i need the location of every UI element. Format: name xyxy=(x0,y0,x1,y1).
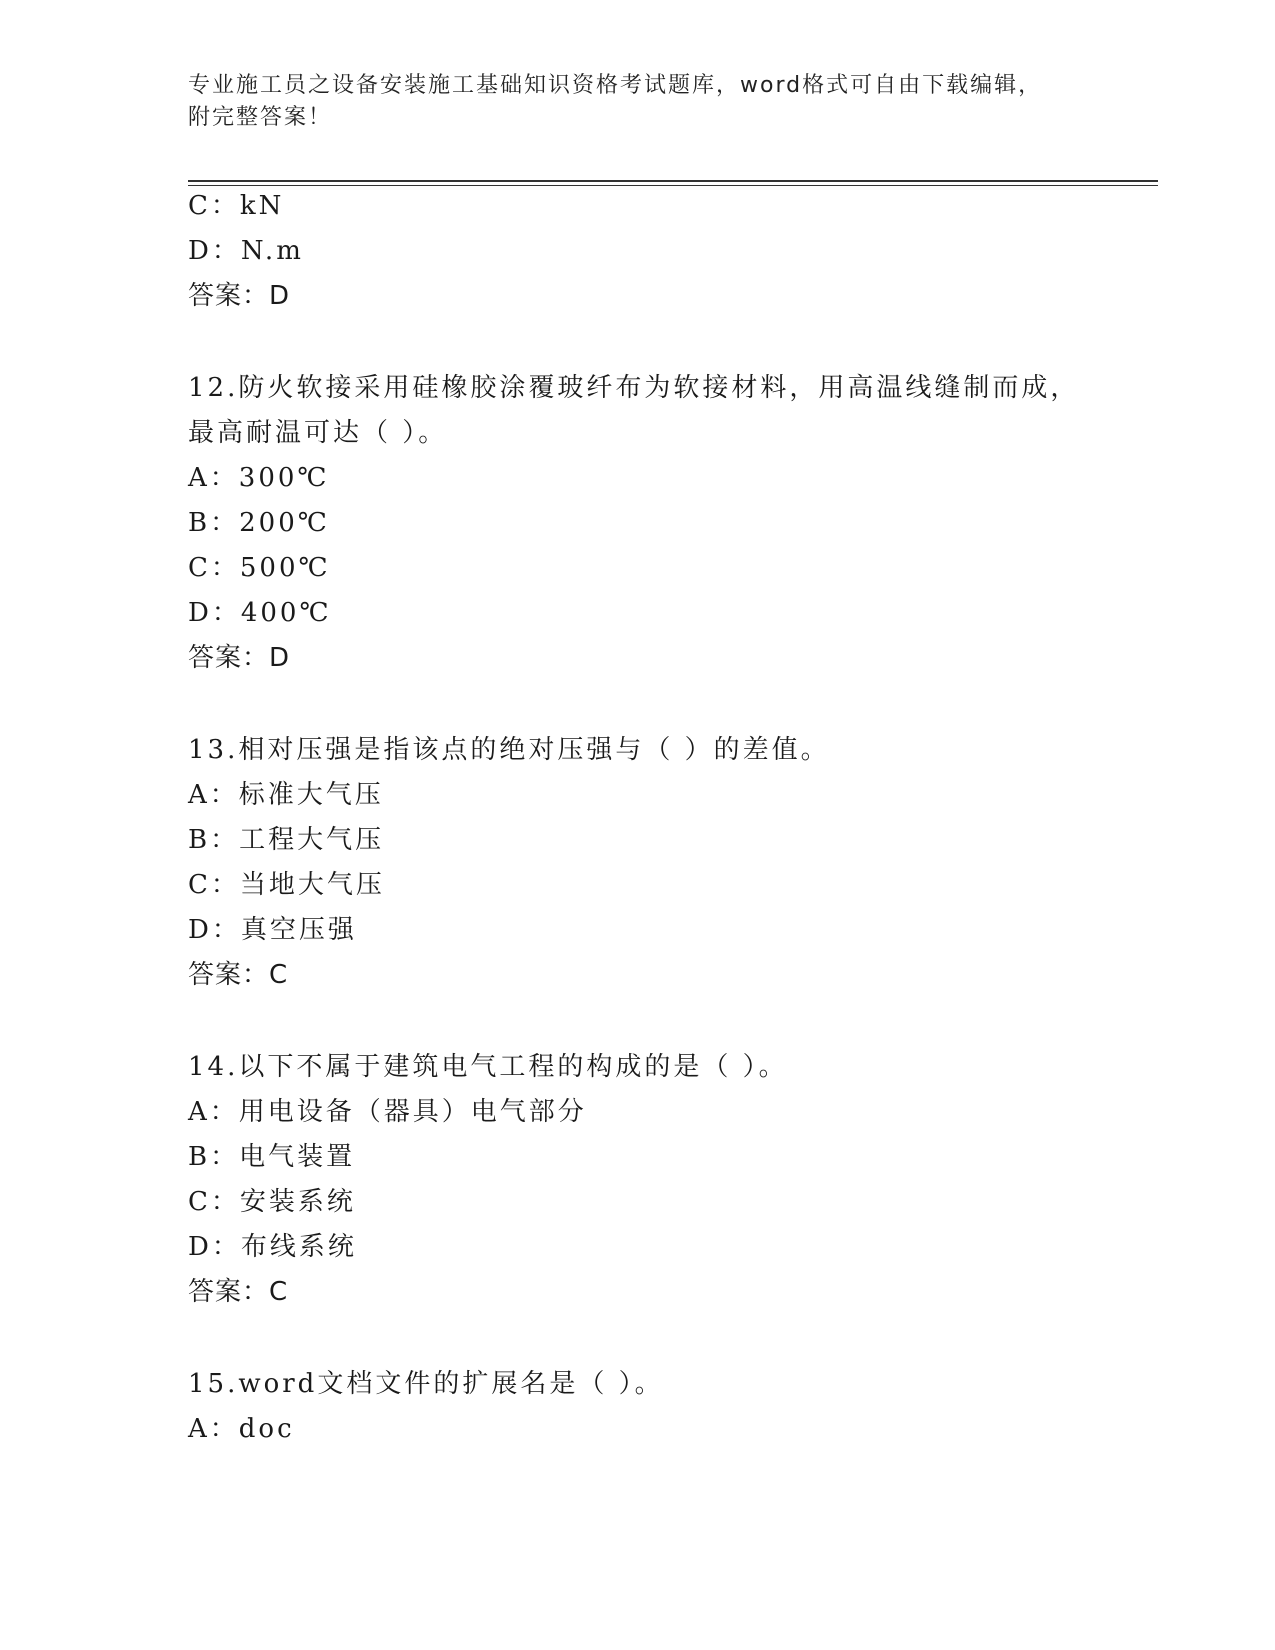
q14-option-b: B：电气装置 xyxy=(188,1142,356,1172)
header-divider-thin xyxy=(188,185,1158,186)
q15-stem-line-1: 15.word文档文件的扩展名是（ ）。 xyxy=(188,1369,664,1399)
q12-option-c: C：500℃ xyxy=(188,553,331,583)
prev-answer: 答案：D xyxy=(188,281,291,311)
q14-option-c: C：安装系统 xyxy=(188,1187,356,1217)
header-divider-thick xyxy=(188,180,1158,182)
prev-option-d: D：N.m xyxy=(188,236,304,266)
q12-stem-line-1: 12.防火软接采用硅橡胶涂覆玻纤布为软接材料，用高温线缝制而成， xyxy=(188,373,1080,403)
q12-stem-line-2: 最高耐温可达（ ）。 xyxy=(188,418,448,448)
q13-option-a: A：标准大气压 xyxy=(188,780,384,810)
q12-option-a: A：300℃ xyxy=(188,463,330,493)
q13-option-c: C：当地大气压 xyxy=(188,870,385,900)
q14-option-d: D：布线系统 xyxy=(188,1232,357,1262)
q14-option-a: A：用电设备（器具）电气部分 xyxy=(188,1097,587,1127)
q14-answer: 答案：C xyxy=(188,1277,289,1307)
q15-option-a: A：doc xyxy=(188,1414,295,1444)
header-line-1: 专业施工员之设备安装施工基础知识资格考试题库，word格式可自由下载编辑， xyxy=(188,73,1043,98)
q14-stem-line-1: 14.以下不属于建筑电气工程的构成的是（ ）。 xyxy=(188,1052,788,1082)
document-header xyxy=(188,70,1088,134)
q12-option-b: B：200℃ xyxy=(188,508,330,538)
prev-option-c: C：kN xyxy=(188,191,285,221)
q13-option-d: D：真空压强 xyxy=(188,915,357,945)
q13-stem-line-1: 13.相对压强是指该点的绝对压强与（ ）的差值。 xyxy=(188,735,830,765)
header-line-2: 附完整答案！ xyxy=(188,105,333,130)
q13-answer: 答案：C xyxy=(188,960,289,990)
q12-answer: 答案：D xyxy=(188,643,291,673)
q12-option-d: D：400℃ xyxy=(188,598,332,628)
q13-option-b: B：工程大气压 xyxy=(188,825,385,855)
